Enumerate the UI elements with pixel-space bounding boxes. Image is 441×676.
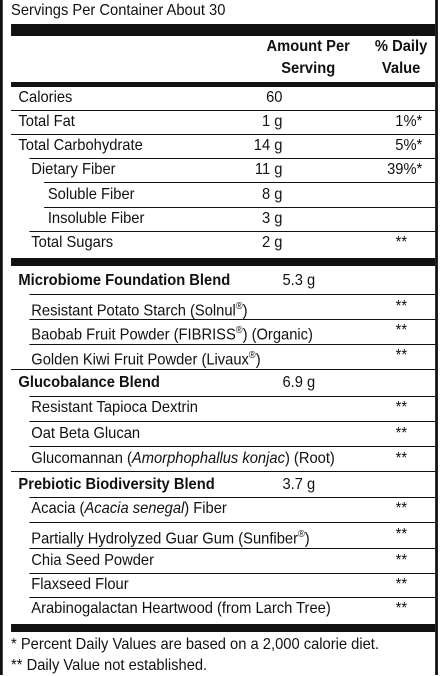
blend-name: Microbiome Foundation Blend — [18, 272, 231, 289]
nutrient-row-dietary-fiber — [0, 158, 441, 182]
nutrient-amount: 1 g — [261, 113, 283, 130]
blend-amount: 5.3 g — [282, 272, 316, 289]
thick-divider-bottom — [11, 624, 435, 632]
amount-header-line2: Serving — [281, 60, 336, 77]
blend-header-microbiome — [0, 269, 441, 293]
ingredient-name: Flaxseed Flour — [31, 576, 129, 593]
ingredient-daily-value: ** — [395, 600, 408, 617]
nutrient-label: Total Carbohydrate — [18, 137, 143, 154]
ingredient-row — [0, 319, 441, 343]
ingredient-name: Baobab Fruit Powder (FIBRISS®) (Organic) — [31, 325, 313, 344]
nutrient-daily-value: ** — [395, 234, 408, 251]
servings-per-container: Servings Per Container About 30 — [11, 2, 226, 19]
ingredient-daily-value: ** — [395, 425, 408, 442]
nutrient-daily-value: 5%* — [395, 137, 423, 154]
thick-divider-top — [11, 24, 435, 36]
nutrient-amount: 11 g — [254, 161, 283, 178]
ingredient-daily-value: ** — [395, 322, 408, 339]
blend-name: Prebiotic Biodiversity Blend — [18, 476, 215, 493]
ingredient-row — [0, 597, 441, 621]
dv-header-line1: % Daily — [374, 38, 428, 55]
blend-amount: 3.7 g — [282, 476, 316, 493]
row-divider — [11, 369, 435, 370]
footnote-not-established: ** Daily Value not established. — [11, 657, 208, 674]
nutrient-amount: 2 g — [261, 234, 283, 251]
nutrient-amount: 8 g — [261, 186, 283, 203]
nutrient-row-calories — [0, 86, 441, 110]
ingredient-row — [0, 396, 441, 420]
nutrient-row-soluble-fiber — [0, 183, 441, 207]
ingredient-row — [0, 295, 441, 319]
ingredient-name: Acacia (Acacia senegal) Fiber — [31, 500, 227, 517]
ingredient-daily-value: ** — [395, 450, 408, 467]
ingredient-row — [0, 523, 441, 547]
ingredient-row — [0, 549, 441, 573]
nutrient-row-insoluble-fiber — [0, 207, 441, 231]
ingredient-name: Oat Beta Glucan — [31, 425, 141, 442]
ingredient-row — [0, 573, 441, 597]
footnote-daily-values: * Percent Daily Values are based on a 2,000 calorie diet. — [11, 636, 379, 653]
dv-header-line2: Value — [381, 60, 421, 77]
nutrient-daily-value: 1%* — [395, 113, 423, 130]
ingredient-daily-value: ** — [395, 576, 408, 593]
blend-name: Glucobalance Blend — [18, 374, 160, 391]
nutrient-amount: 60 — [266, 89, 283, 106]
blend-header-glucobalance — [0, 371, 441, 395]
ingredient-name: Resistant Tapioca Dextrin — [31, 399, 198, 416]
nutrient-row-total-fat — [0, 110, 441, 134]
ingredient-row — [0, 497, 441, 521]
nutrient-row-total-sugars — [0, 231, 441, 255]
thick-divider-nutrients — [11, 258, 435, 266]
blend-header-prebiotic — [0, 473, 441, 497]
daily-value-header — [362, 36, 441, 80]
ingredient-name: Partially Hydrolyzed Guar Gum (Sunfiber®) — [31, 529, 310, 548]
amount-header-line1: Amount Per — [266, 38, 350, 55]
ingredient-name: Golden Kiwi Fruit Powder (Livaux®) — [31, 350, 261, 369]
nutrient-label: Soluble Fiber — [47, 186, 135, 203]
blend-amount: 6.9 g — [282, 374, 316, 391]
ingredient-daily-value: ** — [395, 399, 408, 416]
ingredient-name: Chia Seed Powder — [31, 552, 155, 569]
ingredient-name: Resistant Potato Starch (Solnul®) — [31, 301, 248, 320]
ingredient-daily-value: ** — [395, 552, 408, 569]
nutrient-label: Calories — [18, 89, 73, 106]
ingredient-row — [0, 447, 441, 471]
ingredient-daily-value: ** — [395, 298, 408, 315]
nutrient-label: Insoluble Fiber — [47, 210, 145, 227]
amount-per-serving-header — [248, 36, 368, 80]
nutrient-label: Total Fat — [18, 113, 75, 130]
row-divider — [11, 471, 435, 472]
ingredient-name: Glucomannan (Amorphophallus konjac) (Root) — [31, 450, 335, 467]
ingredient-row — [0, 344, 441, 368]
nutrient-label: Total Sugars — [31, 234, 114, 251]
nutrient-amount: 14 g — [253, 137, 283, 154]
nutrient-label: Dietary Fiber — [31, 161, 116, 178]
nutrient-daily-value: 39%* — [387, 161, 423, 178]
ingredient-name: Arabinogalactan Heartwood (from Larch Tree) — [31, 600, 331, 617]
nutrient-row-total-carbohydrate — [0, 134, 441, 158]
nutrient-amount: 3 g — [261, 210, 283, 227]
ingredient-daily-value: ** — [395, 500, 408, 517]
ingredient-row — [0, 422, 441, 446]
ingredient-daily-value: ** — [395, 347, 408, 364]
ingredient-daily-value: ** — [395, 526, 408, 543]
